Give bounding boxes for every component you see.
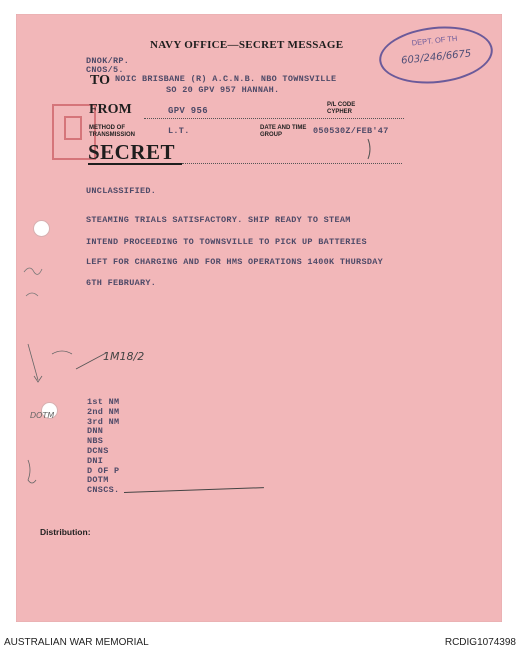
distribution-item: 1st NM: [87, 397, 120, 407]
date-time-label: DATE AND TIME GROUP: [260, 125, 307, 138]
to-line-1: NOIC BRISBANE (R) A.C.N.B. NBO TOWNSVILLE: [115, 74, 337, 84]
distribution-item: CNSCS.: [87, 485, 120, 496]
from-label: FROM: [89, 102, 132, 117]
form-title: NAVY OFFICE—SECRET MESSAGE: [150, 39, 344, 51]
pencil-marks: [16, 14, 502, 622]
body-line-4: 6TH FEBRUARY.: [86, 278, 157, 288]
address-code-2: CNOS/5.: [86, 65, 124, 75]
distribution-item: DOTM: [87, 475, 109, 486]
stamp-line-2: 603/246/6675: [400, 48, 472, 67]
distribution-item: DNI: [87, 455, 104, 466]
from-value: GPV 956: [168, 106, 208, 116]
to-line-2: SO 20 GPV 957 HANNAH.: [166, 85, 280, 95]
distribution-item: DNN: [87, 426, 104, 437]
footer-credit: AUSTRALIAN WAR MEMORIAL: [4, 637, 149, 648]
message-form: [16, 14, 502, 622]
date-time-value: 050530Z/FEB'47: [313, 126, 389, 136]
distribution-item: 2nd NM: [87, 406, 120, 417]
distribution-label: Distribution:: [40, 527, 91, 537]
handwritten-side-note: DOTM: [30, 411, 55, 420]
distribution-item: DCNS: [87, 445, 109, 456]
footer-id: RCDIG1074398: [444, 637, 516, 648]
distribution-item: 3rd NM: [87, 416, 120, 427]
method-value: L.T.: [168, 126, 190, 136]
distribution-item: NBS: [87, 436, 104, 447]
address-code-1: DNOK/RP.: [86, 56, 130, 66]
stamp-line-1: DEPT. OF TH: [411, 33, 458, 48]
handwritten-reference: 1M18/2: [103, 350, 145, 363]
method-label: METHOD OF TRANSMISSION: [89, 125, 136, 138]
body-line-3: LEFT FOR CHARGING AND FOR HMS OPERATIONS 1400K THURSDAY: [86, 257, 384, 267]
body-line-2: INTEND PROCEEDING TO TOWNSVILLE TO PICK UP BATTERIES: [86, 237, 367, 247]
pl-code-cypher-label: P/L CODE CYPHER: [327, 102, 356, 115]
body-line-1: STEAMING TRIALS SATISFACTORY. SHIP READY TO STEAM: [86, 215, 351, 225]
distribution-item: D OF P: [87, 465, 120, 476]
to-label: TO: [90, 73, 110, 88]
unclassified-line: UNCLASSIFIED.: [86, 186, 157, 196]
classification-label: SECRET: [88, 140, 176, 164]
